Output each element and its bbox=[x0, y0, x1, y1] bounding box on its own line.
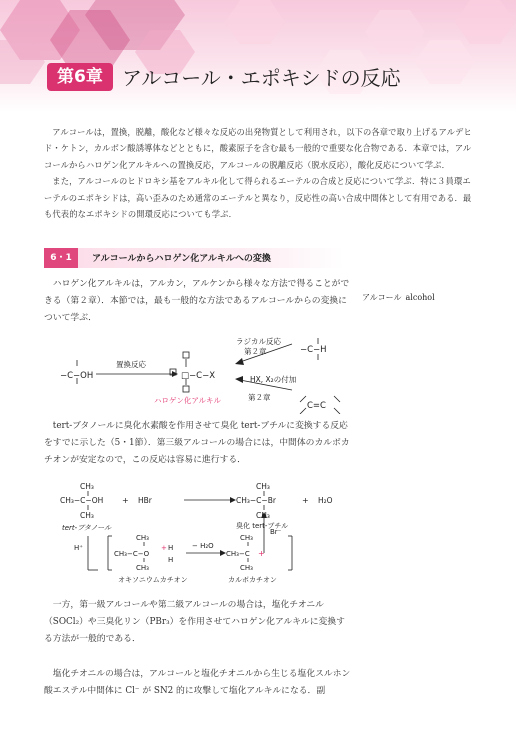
oxonium-name: オキソニウムカチオン bbox=[118, 576, 188, 584]
alkane-formula: −C−H bbox=[300, 345, 327, 355]
plus-sign: + bbox=[122, 496, 129, 505]
addition-label: HX, X₂の付加 bbox=[250, 375, 297, 384]
methyl-label: CH₃ bbox=[136, 534, 149, 542]
substituent-box bbox=[183, 352, 189, 358]
methyl-label: CH₃ bbox=[256, 511, 270, 520]
tert-butanol-formula: CH₃−C−OH bbox=[60, 496, 104, 505]
substituent-box bbox=[183, 386, 189, 392]
chapter-number-badge: 第6章 bbox=[47, 63, 113, 91]
chapter-title: アルコール・エポキシドの反応 bbox=[122, 66, 401, 90]
methyl-label: CH₃ bbox=[80, 482, 94, 491]
arrow-head bbox=[172, 371, 178, 377]
body-paragraph-4: 塩化チオニルの場合は，アルコールと塩化チオニルから生じる塩化スルホン酸エステル中間体に Cl⁻ が SN2 的に攻撃して塩化アルキルになる．副 bbox=[44, 669, 351, 696]
oxonium-formula: CH₃−C−O bbox=[114, 550, 150, 558]
hydrogen-bromide: HBr bbox=[138, 496, 152, 505]
bond-line bbox=[334, 408, 340, 414]
water-loss-label: − H₂O bbox=[192, 542, 214, 550]
positive-charge: + bbox=[161, 544, 167, 552]
body-paragraph-3: 一方，第一級アルコールや第二級アルコールの場合は，塩化チオニル（SOCl₂）や三臭化リン（PBr₃）を作用させてハロゲン化アルキルに変換する方法が一般的である． bbox=[44, 600, 345, 644]
scheme-tert-butyl-bromide bbox=[44, 478, 364, 590]
bond-line bbox=[334, 396, 340, 402]
methyl-label: CH₃ bbox=[240, 564, 253, 572]
water-product: H₂O bbox=[318, 496, 333, 505]
intro-paragraph-2: また，アルコールのヒドロキシ基をアルキル化して得られるエーテルの合成と反応について学ぶ．特に３員環エーテルのエポキシドは，高い歪みのため通常のエーテルと異なり，反応性の高い合成中間体として有用である．最も代表的なエポキシドの開環反応についても学ぶ． bbox=[44, 176, 472, 220]
proton-label: H⁺ bbox=[74, 544, 83, 552]
alkyl-halide-label: ハロゲン化アルキル bbox=[154, 396, 221, 405]
bond-line bbox=[300, 408, 306, 414]
oxonium-hydrogen: H bbox=[168, 556, 174, 564]
tert-butyl-bromide-formula: CH₃−C−Br bbox=[236, 496, 276, 505]
methyl-label: CH₃ bbox=[136, 564, 149, 572]
intro-paragraph-1: アルコールは，置換，脱離，酸化など様々な反応の出発物質として利用され，以下の各章で取り上げるアルデヒド・ケトン，カルボン酸誘導体などとともに，酸素原子を含む最も一般的で重要な化合物である．本章では，アルコールからハロゲン化アルキルへの置換反応，アルコールの脱離反応（脱水反応），酸化反応について学ぶ． bbox=[44, 127, 472, 170]
margin-term: アルコール bbox=[362, 293, 402, 302]
radical-label: ラジカル反応 bbox=[236, 337, 281, 346]
alkyl-halide-formula: □−C−X bbox=[181, 371, 216, 381]
plus-sign: + bbox=[302, 496, 309, 505]
body-paragraph-1: ハロゲン化アルキルは，アルカン，アルケンから様々な方法で得ることができる（第２章）．本節では，最も一般的な方法であるアルコールからの変換について学ぶ． bbox=[44, 279, 350, 323]
margin-note bbox=[362, 292, 435, 303]
substitution-label: 置換反応 bbox=[116, 360, 146, 369]
section-header bbox=[44, 248, 344, 268]
margin-term-english: alcohol bbox=[405, 293, 435, 302]
chapter-banner bbox=[0, 0, 516, 112]
arrow-head bbox=[235, 358, 244, 365]
body-paragraph-2: tert-ブタノールに臭化水素酸を作用させて臭化 tert-ブチルに変換する反応をすでに示した（5・1節）．第三級アルコールの場合には，中間体のカルボカチオンが安定なので，この反応は容易に進行する． bbox=[44, 421, 350, 465]
bond-line bbox=[300, 396, 306, 402]
bromide-ion: Br⁻ bbox=[270, 528, 282, 536]
tert-butyl-bromide-name: 臭化 tert-ブチル bbox=[236, 522, 289, 530]
methyl-label: CH₃ bbox=[240, 534, 253, 542]
tert-butanol-name: tert-ブタノール bbox=[62, 524, 112, 532]
carbocation-name: カルボカチオン bbox=[228, 576, 277, 584]
positive-charge: + bbox=[258, 549, 265, 558]
hexagon-pattern bbox=[0, 0, 516, 112]
methyl-label: CH₃ bbox=[80, 511, 94, 520]
arrow-head bbox=[235, 376, 243, 383]
chapter-intro bbox=[44, 124, 472, 222]
section-number: 6・1 bbox=[44, 248, 78, 268]
scheme-halide-sources bbox=[44, 336, 364, 414]
carbocation-formula: CH₃−C bbox=[226, 550, 250, 558]
alkene-chapter: 第２章 bbox=[248, 393, 271, 402]
methyl-label: CH₃ bbox=[256, 482, 270, 491]
section-title: アルコールからハロゲン化アルキルへの変換 bbox=[92, 254, 271, 264]
radical-chapter: 第２章 bbox=[244, 347, 267, 356]
alkene-formula: C=C bbox=[307, 401, 326, 411]
oxonium-hydrogen: H bbox=[168, 544, 174, 552]
alcohol-formula: −C−OH bbox=[60, 371, 94, 381]
